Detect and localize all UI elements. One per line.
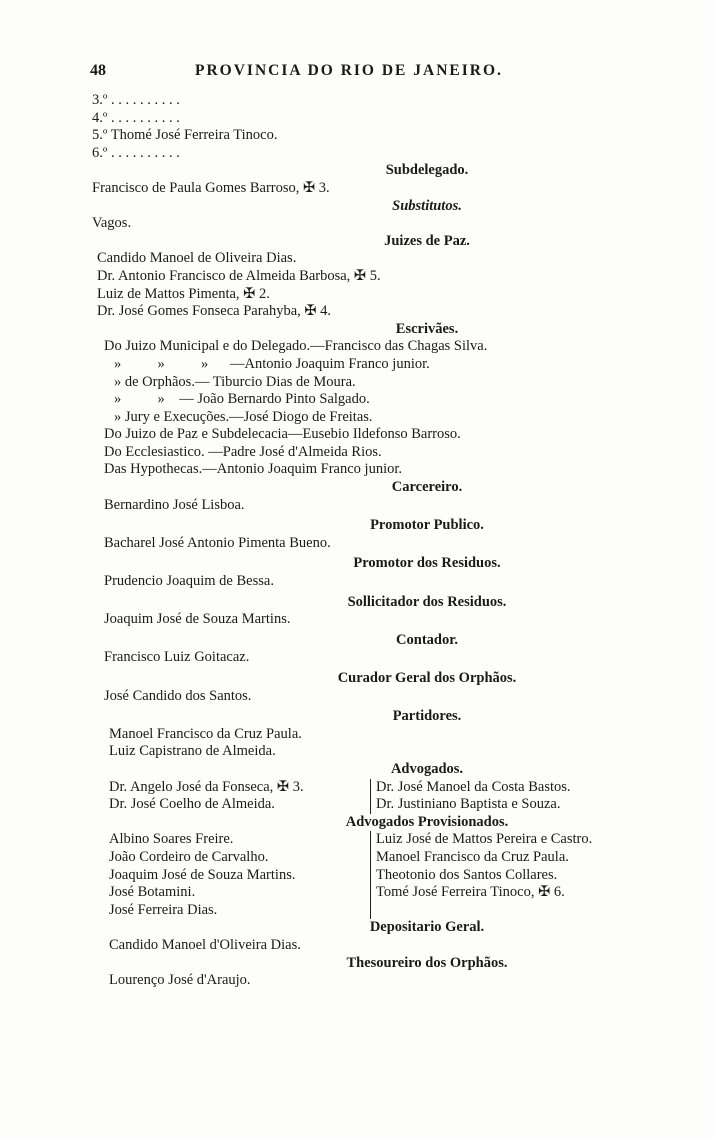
curador-entry: José Candido dos Santos. [104,687,252,704]
escrivao-entry: » » » —Antonio Joaquim Franco junior. [114,355,430,372]
section-heading-promotor-publico: Promotor Publico. [370,517,484,534]
page-content [92,92,672,990]
escrivao-entry: Do Juizo Municipal e do Delegado.—Francisco das Chagas Silva. [104,338,488,355]
section-heading-thesoureiro: Thesoureiro dos Orphãos. [346,954,508,971]
juiz-entry: Luiz de Mattos Pimenta, ✠ 2. [97,285,270,302]
advogado-provisionado-entry: Joaquim José de Souza Martins. [109,866,296,883]
page-header [90,62,590,80]
advogado-provisionado-entry: Luiz José de Mattos Pereira e Castro. [376,831,593,848]
section-heading-advogados-provisionados: Advogados Provisionados. [345,813,509,830]
juiz-entry: Dr. Antonio Francisco de Almeida Barbosa, ✠ 5. [97,267,381,284]
section-heading-substitutos: Substitutos. [392,197,462,214]
advogado-provisionado-entry: João Cordeiro de Carvalho. [109,848,269,865]
section-heading-promotor-residuos: Promotor dos Residuos. [353,555,501,572]
advogado-entry: Dr. Justiniano Baptista e Souza. [376,796,561,813]
advogado-provisionado-entry: Manoel Francisco da Cruz Paula. [376,848,569,865]
advogado-provisionado-entry: José Botamini. [109,884,196,901]
carcereiro-entry: Bernardino José Lisboa. [104,496,245,513]
contador-entry: Francisco Luiz Goitacaz. [104,649,250,666]
advogados-provisionados-right-column [370,831,592,919]
section-heading-escrivaes: Escrivães. [395,320,459,337]
list-item: 4.º . . . . . . . . . . [92,109,180,126]
page-title: PROVINCIA DO RIO DE JANEIRO. [195,62,503,79]
advogado-provisionado-entry: Tomé José Ferreira Tinoco, ✠ 6. [376,884,565,901]
escrivao-entry: » de Orphãos.— Tiburcio Dias de Moura. [114,373,356,390]
promotor-publico-entry: Bacharel José Antonio Pimenta Bueno. [104,534,331,551]
section-heading-depositario: Depositario Geral. [369,919,485,936]
section-heading-carcereiro: Carcereiro. [391,479,463,496]
depositario-entry: Candido Manoel d'Oliveira Dias. [109,936,301,953]
list-item: 5.º Thomé José Ferreira Tinoco. [92,127,278,144]
advogados-right-column [370,779,571,814]
promotor-residuos-entry: Prudencio Joaquim de Bessa. [104,573,274,590]
advogado-entry: Dr. José Manoel da Costa Bastos. [376,778,571,795]
section-heading-sollicitador: Sollicitador dos Residuos. [347,593,507,610]
advogados-provisionados-left-column [92,831,370,919]
subdelegado-entry: Francisco de Paula Gomes Barroso, ✠ 3. [92,179,330,196]
escrivao-entry: » » — João Bernardo Pinto Salgado. [114,391,370,408]
thesoureiro-entry: Lourenço José d'Araujo. [109,972,251,989]
juiz-entry: Candido Manoel de Oliveira Dias. [97,250,297,267]
advogado-entry: Dr. José Coelho de Almeida. [109,796,275,813]
advogados-columns [92,779,672,814]
substitutos-entry: Vagos. [92,215,132,232]
escrivao-entry: » Jury e Execuções.—José Diogo de Freitas. [114,408,373,425]
sollicitador-entry: Joaquim José de Souza Martins. [104,611,291,628]
section-heading-contador: Contador. [396,631,458,648]
section-heading-curador: Curador Geral dos Orphãos. [337,670,517,686]
escrivao-entry: Das Hypothecas.—Antonio Joaquim Franco junior. [104,461,403,478]
juiz-entry: Dr. José Gomes Fonseca Parahyba, ✠ 4. [97,303,332,320]
section-heading-advogados: Advogados. [390,760,464,777]
advogado-provisionado-entry: Theotonio dos Santos Collares. [376,866,558,883]
list-item: 3.º . . . . . . . . . . [92,92,180,108]
escrivao-entry: Do Ecclesiastico. —Padre José d'Almeida Rios. [104,443,382,460]
section-heading-juizes-paz: Juizes de Paz. [384,232,470,249]
page-number: 48 [90,62,106,79]
advogados-left-column [92,779,370,814]
advogados-provisionados-columns [92,831,672,919]
section-heading-partidores: Partidores. [392,708,462,725]
advogado-entry: Dr. Angelo José da Fonseca, ✠ 3. [109,778,304,795]
partidor-entry: Luiz Capistrano de Almeida. [109,743,276,760]
list-item: 6.º . . . . . . . . . . [92,144,180,161]
advogado-provisionado-entry: Albino Soares Freire. [109,831,234,848]
advogado-provisionado-entry: José Ferreira Dias. [109,901,218,918]
section-heading-subdelegado: Subdelegado. [385,162,469,179]
escrivao-entry: Do Juizo de Paz e Subdelecacia—Eusebio Ildefonso Barroso. [104,426,461,443]
partidor-entry: Manoel Francisco da Cruz Paula. [109,725,302,742]
